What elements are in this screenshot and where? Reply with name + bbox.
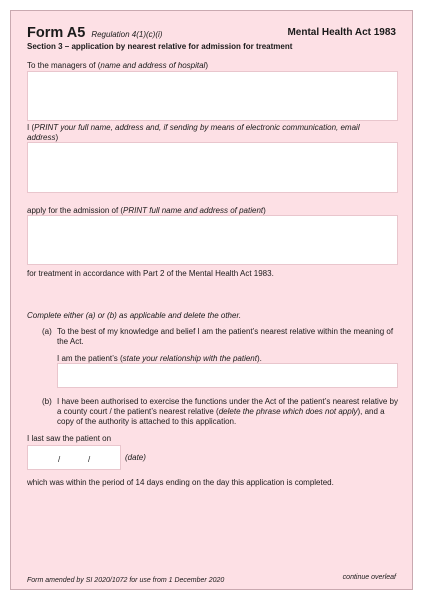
options-instruction: Complete either (a) or (b) as applicable and delete the other. [27,311,242,320]
date-field[interactable] [27,445,121,470]
act-title: Mental Health Act 1983 [287,27,396,38]
form-id: Form A5 [27,25,86,41]
option-b-text: I have been authorised to exercise the functions under the Act of the patient’s nearest relative by a county court / the patient’s nearest relative (delete the phrase which does not apply), and a copy of the authority is attached to this application. [57,397,398,426]
form-page [10,10,413,590]
hospital-label: To the managers of (name and address of hospital) [27,61,209,70]
section-heading: Section 3 – application by nearest relative for admission for treatment [27,42,293,51]
regulation-ref: Regulation 4(1)(c)(i) [91,30,163,39]
treatment-statement: for treatment in accordance with Part 2 of the Mental Health Act 1983. [27,269,274,278]
relationship-label: I am the patient’s (state your relationship with the patient). [57,354,262,363]
date-separator: / [88,455,91,464]
amendment-note: Form amended by SI 2020/1072 for use from 1 December 2020 [27,577,225,584]
relationship-field[interactable] [57,363,398,388]
form-title [27,25,162,41]
continue-overleaf: continue overleaf [342,574,396,581]
patient-label: apply for the admission of (PRINT full name and address of patient) [27,206,266,215]
period-statement: which was within the period of 14 days ending on the day this application is completed. [27,478,334,487]
date-label: (date) [125,453,146,462]
option-a-marker: (a) [42,327,52,336]
patient-field[interactable] [27,215,398,265]
last-seen-label: I last saw the patient on [27,434,112,443]
applicant-field[interactable] [27,142,398,193]
date-separator: / [58,455,61,464]
hospital-field[interactable] [27,71,398,121]
applicant-label: I (PRINT your full name, address and, if sending by means of electronic communication, email address) [27,123,360,142]
option-a-text: To the best of my knowledge and belief I am the patient’s nearest relative within the meaning of the Act. [57,327,394,346]
option-b-marker: (b) [42,397,52,406]
